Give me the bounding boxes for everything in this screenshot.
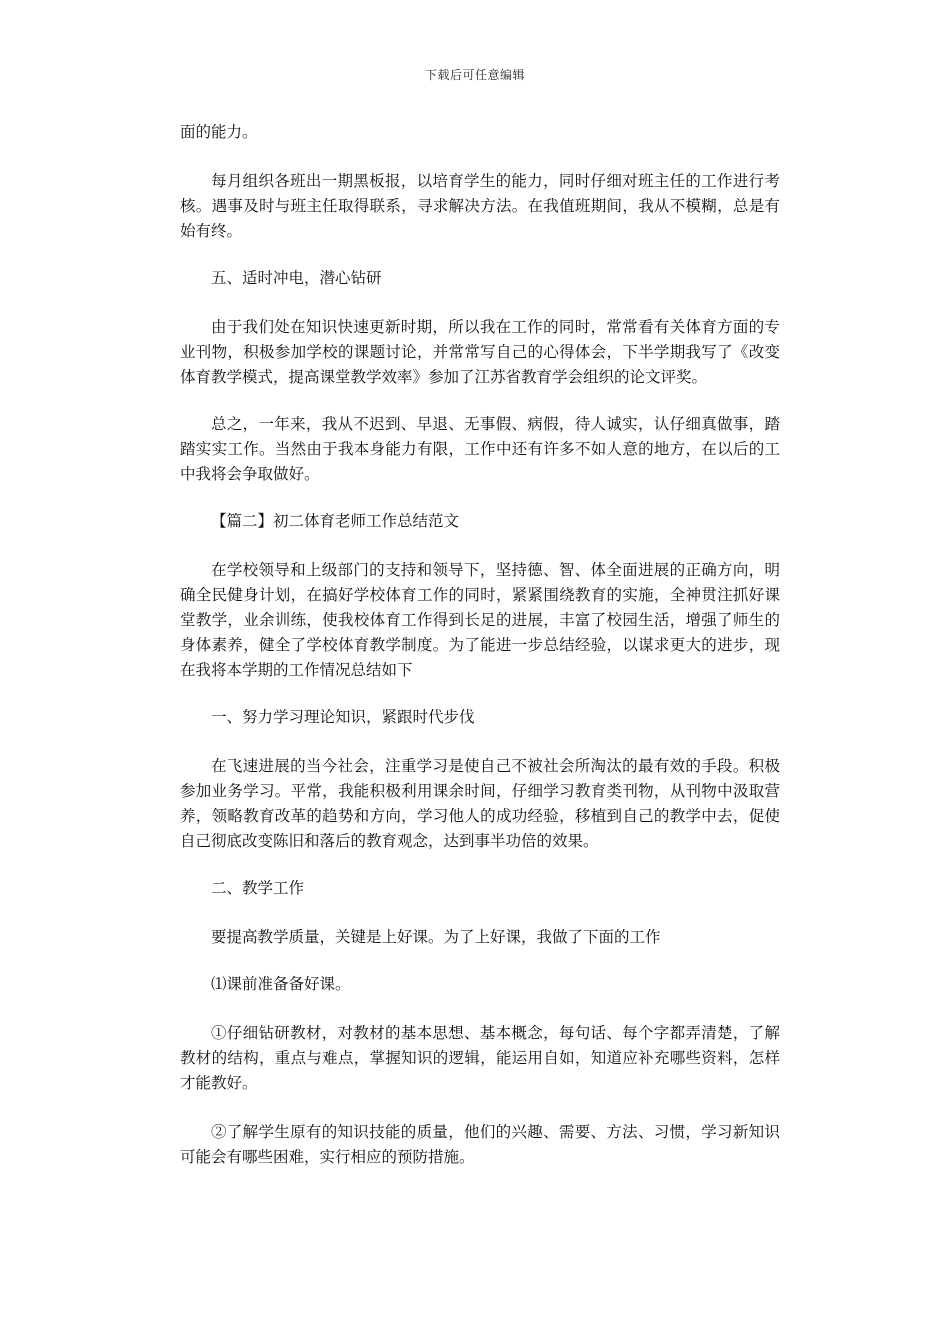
paragraph-teaching-quality: 要提高教学质量，关键是上好课。为了上好课，我做了下面的工作 <box>211 928 661 946</box>
subheading-lesson-prep: ⑴课前准备备好课。 <box>211 975 351 993</box>
article-title-part-two: 【篇二】初二体育老师工作总结范文 <box>211 512 460 530</box>
paragraph-intro: 在学校领导和上级部门的支持和领导下，坚持德、智、体全面进展的正确方向，明确全民健身计划，在搞好学校体育工作的同时，紧紧围绕教育的实施，全神贯注抓好课堂教学，业余训练，使我校体育工作得到长足的进展，丰富了校园生活，增强了师生的身体素养，健全了学校体育教学制度。为了能进一步总结经验，以谋求更大的进步，现在我将本学期的工作情况总结如下 <box>180 561 780 679</box>
section-heading-five: 五、适时冲电，潜心钻研 <box>211 269 382 287</box>
section-heading-one: 一、努力学习理论知识，紧跟时代步伐 <box>211 708 475 726</box>
paragraph-learning: 在飞速进展的当今社会，注重学习是使自己不被社会所淘汰的最有效的手段。积极参加业务学习。平常，我能积极利用课余时间，仔细学习教育类刊物，从刊物中汲取营养，领略教育改革的趋势和方向，学习他人的成功经验，移植到自己的教学中去，促使自己彻底改变陈旧和落后的教育观念，达到事半功倍的效果。 <box>180 757 780 850</box>
page-header: 下载后可任意编辑 <box>424 68 525 82</box>
section-heading-two: 二、教学工作 <box>211 879 305 897</box>
paragraph-summary: 总之，一年来，我从不迟到、早退、无事假、病假，待人诚实，认仔细真做事，踏踏实实工作。当然由于我本身能力有限，工作中还有许多不如人意的地方，在以后的工中我将会争取做好。 <box>180 415 780 483</box>
paragraph-continuation: 面的能力。 <box>180 123 258 141</box>
paragraph-study: 由于我们处在知识快速更新时期，所以我在工作的同时，常常看有关体育方面的专业刊物，积极参加学校的课题讨论，并常常写自己的心得体会，下半学期我写了《改变体育教学模式，提高课堂教学效率》参加了江苏省教育学会组织的论文评奖。 <box>180 318 780 386</box>
paragraph-students: ②了解学生原有的知识技能的质量，他们的兴趣、需要、方法、习惯，学习新知识可能会有哪些困难，实行相应的预防措施。 <box>180 1123 780 1166</box>
document-body <box>180 120 780 1170</box>
paragraph-blackboard: 每月组织各班出一期黑板报，以培育学生的能力，同时仔细对班主任的工作进行考核。遇事及时与班主任取得联系，寻求解决方法。在我值班期间，我从不模糊，总是有始有终。 <box>180 172 780 240</box>
paragraph-textbook: ①仔细钻研教材，对教材的基本思想、基本概念，每句话、每个字都弄清楚，了解教材的结构，重点与难点，掌握知识的逻辑，能运用自如，知道应补充哪些资料，怎样才能教好。 <box>180 1024 780 1092</box>
